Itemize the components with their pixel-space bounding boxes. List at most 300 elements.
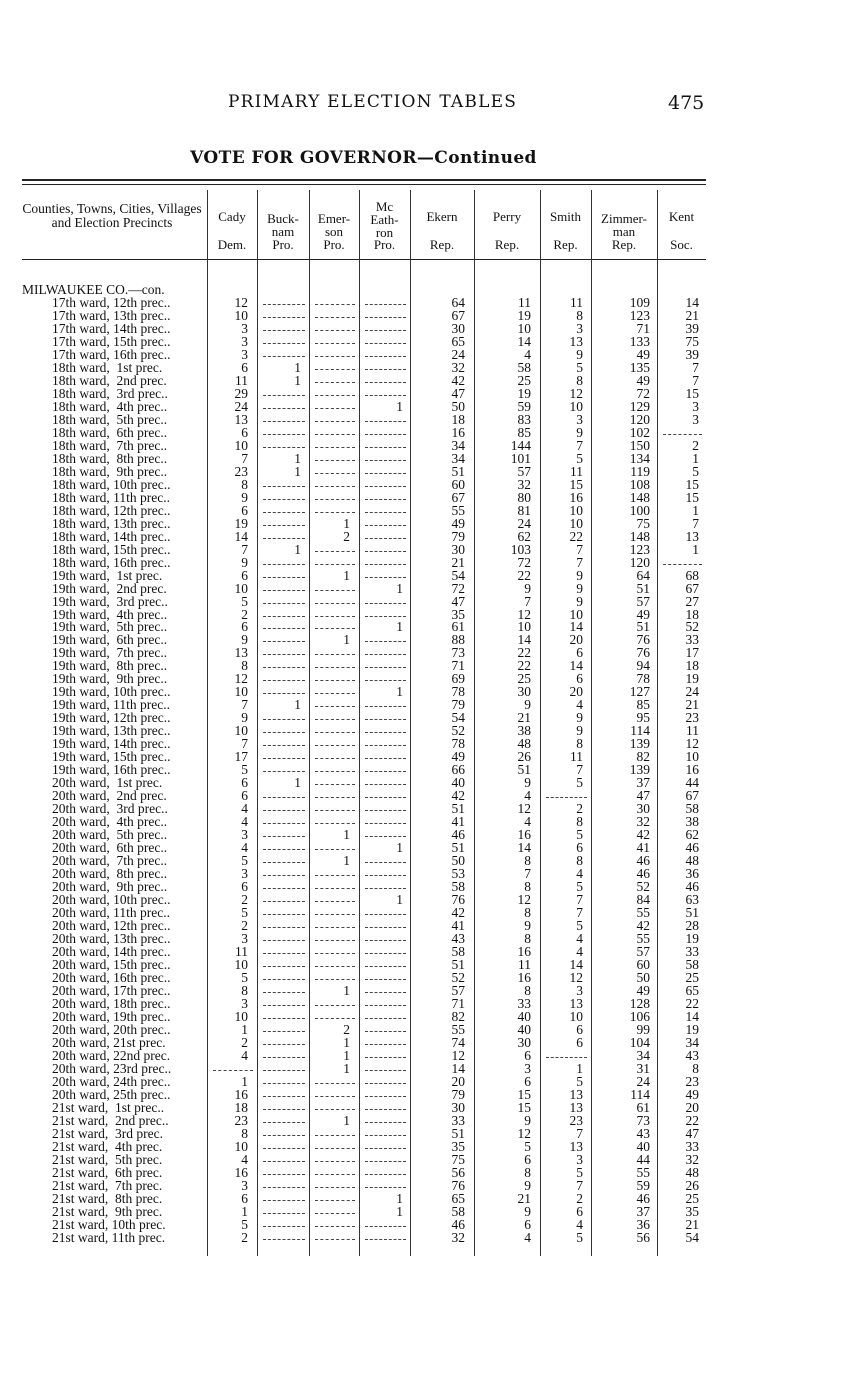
- empty-cell-dash: [263, 504, 305, 513]
- row-label: 17th ward, 15th prec..: [52, 333, 171, 349]
- cell-cady: 23: [234, 1112, 248, 1128]
- cell-ekern: 52: [451, 969, 465, 985]
- row-label: 19th ward, 16th prec..: [52, 762, 171, 778]
- empty-cell-dash: [315, 1218, 355, 1227]
- row-label: 20th ward, 3rd prec..: [52, 801, 168, 817]
- empty-cell-dash: [263, 971, 305, 980]
- column-header-name: Perry: [492, 209, 522, 224]
- cell-perry: 16: [517, 969, 531, 985]
- empty-cell-dash: [365, 737, 406, 746]
- cell-zimmer-man: 148: [629, 528, 650, 544]
- row-label: 20th ward, 12th prec..: [52, 918, 171, 934]
- empty-cell-dash: [365, 1140, 406, 1149]
- cell-kent: 21: [685, 307, 699, 323]
- row-label: 20th ward, 14th prec..: [52, 943, 171, 959]
- cell-cady: 3: [241, 995, 248, 1011]
- cell-ekern: 54: [451, 710, 465, 726]
- row-label: 20th ward, 25th prec..: [52, 1086, 171, 1102]
- cell-cady: 3: [241, 1177, 248, 1193]
- table-row: [0, 426, 859, 439]
- empty-cell-dash: [315, 1075, 355, 1084]
- cell-ekern: 34: [451, 450, 465, 466]
- cell-cady: 7: [241, 697, 248, 713]
- cell-cady: 10: [234, 307, 248, 323]
- cell-kent: 54: [685, 1229, 699, 1245]
- cell-ekern: 49: [451, 749, 465, 765]
- empty-cell-dash: [365, 633, 406, 642]
- cell-cady: 2: [241, 1229, 248, 1245]
- table-row: [0, 971, 859, 984]
- empty-cell-dash: [263, 582, 305, 591]
- table-row: [0, 582, 859, 595]
- cell-perry: 14: [517, 632, 531, 648]
- cell-ekern: 78: [451, 736, 465, 752]
- cell-ekern: 58: [451, 879, 465, 895]
- cell-ekern: 42: [451, 372, 465, 388]
- cell-perry: 25: [517, 671, 531, 687]
- cell-smith: 9: [576, 424, 583, 440]
- cell-ekern: 58: [451, 943, 465, 959]
- cell-emer-son: 1: [343, 632, 350, 648]
- cell-cady: 6: [241, 619, 248, 635]
- cell-zimmer-man: 94: [636, 658, 650, 674]
- row-label: 20th ward, 6th prec..: [52, 840, 168, 856]
- cell-smith: 7: [576, 1125, 583, 1141]
- empty-cell-dash: [263, 1036, 305, 1045]
- table-row: [0, 322, 859, 335]
- cell-kent: 34: [685, 1034, 699, 1050]
- cell-cady: 8: [241, 982, 248, 998]
- empty-cell-dash: [263, 724, 305, 733]
- cell-smith: 11: [570, 294, 583, 310]
- cell-kent: 13: [685, 528, 699, 544]
- cell-cady: 1: [241, 1203, 248, 1219]
- cell-smith: 13: [569, 995, 583, 1011]
- cell-emer-son: 1: [343, 1047, 350, 1063]
- row-label: 20th ward, 18th prec..: [52, 995, 171, 1011]
- cell-kent: 14: [685, 294, 699, 310]
- cell-zimmer-man: 120: [629, 411, 650, 427]
- cell-zimmer-man: 49: [636, 982, 650, 998]
- cell-zimmer-man: 57: [636, 593, 650, 609]
- cell-smith: 7: [576, 1177, 583, 1193]
- cell-smith: 5: [576, 775, 583, 791]
- cell-kent: 23: [685, 710, 699, 726]
- cell-perry: 58: [517, 359, 531, 375]
- cell-perry: 4: [524, 346, 531, 362]
- empty-cell-dash: [213, 1062, 253, 1071]
- cell-zimmer-man: 114: [630, 723, 650, 739]
- cell-kent: 68: [685, 567, 699, 583]
- row-label: 20th ward, 2nd prec.: [52, 788, 167, 804]
- empty-cell-dash: [365, 984, 406, 993]
- empty-cell-dash: [365, 945, 406, 954]
- empty-cell-dash: [365, 1049, 406, 1058]
- empty-cell-dash: [365, 1023, 406, 1032]
- table-row: [0, 1192, 859, 1205]
- cell-smith: 8: [576, 853, 583, 869]
- empty-cell-dash: [365, 1231, 406, 1240]
- column-header-name: Buck- nam: [267, 211, 299, 239]
- column-header-party: Pro.: [373, 237, 396, 252]
- empty-cell-dash: [315, 582, 355, 591]
- table-row: [0, 335, 859, 348]
- cell-perry: 7: [524, 866, 531, 882]
- cell-emer-son: 1: [343, 853, 350, 869]
- cell-ekern: 75: [451, 1151, 465, 1167]
- cell-perry: 9: [524, 580, 531, 596]
- cell-kent: 58: [685, 956, 699, 972]
- empty-cell-dash: [365, 335, 406, 344]
- cell-zimmer-man: 148: [629, 489, 650, 505]
- cell-ekern: 79: [451, 528, 465, 544]
- cell-zimmer-man: 60: [636, 956, 650, 972]
- cell-zimmer-man: 55: [636, 931, 650, 946]
- cell-cady: 8: [241, 476, 248, 492]
- cell-cady: 2: [241, 606, 248, 622]
- cell-smith: 3: [576, 982, 583, 998]
- cell-cady: 3: [241, 333, 248, 349]
- empty-cell-dash: [315, 867, 355, 876]
- empty-cell-dash: [263, 763, 305, 772]
- cell-perry: 19: [517, 385, 531, 401]
- table-row: [0, 452, 859, 465]
- empty-cell-dash: [365, 776, 406, 785]
- cell-perry: 9: [524, 1203, 531, 1219]
- empty-cell-dash: [365, 1036, 406, 1045]
- empty-cell-dash: [263, 608, 305, 617]
- cell-kent: 25: [685, 969, 699, 985]
- cell-cady: 5: [241, 905, 248, 921]
- empty-cell-dash: [315, 711, 355, 720]
- row-label: 18th ward, 5th prec..: [52, 411, 168, 427]
- cell-cady: 7: [241, 541, 248, 557]
- cell-emer-son: 1: [343, 1034, 350, 1050]
- table-row: [0, 1179, 859, 1192]
- cell-perry: 57: [517, 463, 531, 479]
- empty-cell-dash: [263, 1114, 305, 1123]
- cell-cady: 3: [241, 320, 248, 336]
- cell-zimmer-man: 76: [636, 645, 650, 661]
- cell-kent: 1: [692, 502, 699, 518]
- empty-cell-dash: [546, 789, 587, 798]
- empty-cell-dash: [315, 400, 355, 409]
- cell-zimmer-man: 46: [636, 853, 650, 869]
- table-row: [0, 1023, 859, 1036]
- cell-emer-son: 1: [343, 515, 350, 531]
- cell-ekern: 55: [451, 1021, 465, 1037]
- cell-cady: 16: [234, 1164, 248, 1180]
- cell-kent: 3: [692, 398, 699, 414]
- cell-zimmer-man: 134: [629, 450, 650, 466]
- empty-cell-dash: [263, 309, 305, 318]
- cell-kent: 19: [685, 1021, 699, 1037]
- cell-ekern: 74: [451, 1034, 465, 1050]
- county-label: MILWAUKEE CO.—con.: [22, 282, 165, 297]
- column-header-party: Dem.: [217, 237, 247, 252]
- empty-cell-dash: [315, 1192, 355, 1201]
- cell-cady: 12: [234, 671, 248, 687]
- row-label: 19th ward, 1st prec.: [52, 567, 163, 583]
- cell-buck-nam: 1: [294, 372, 301, 388]
- cell-smith: 13: [569, 1086, 583, 1102]
- cell-ekern: 49: [451, 515, 465, 531]
- cell-cady: 9: [241, 554, 248, 570]
- cell-cady: 14: [234, 528, 248, 544]
- cell-kent: 52: [685, 619, 699, 635]
- cell-kent: 47: [685, 1125, 699, 1141]
- cell-zimmer-man: 49: [636, 346, 650, 362]
- cell-zimmer-man: 49: [636, 372, 650, 388]
- column-header-name: Zimmer- man: [601, 211, 647, 239]
- column-header-name: Emer- son: [317, 211, 351, 239]
- cell-mc-eath-ron: 1: [396, 1203, 403, 1219]
- empty-cell-dash: [315, 685, 355, 694]
- table-row: [0, 465, 859, 478]
- cell-cady: 6: [241, 788, 248, 804]
- cell-perry: 103: [510, 541, 531, 557]
- empty-cell-dash: [263, 387, 305, 396]
- cell-smith: 6: [576, 645, 583, 661]
- cell-perry: 40: [517, 1008, 531, 1024]
- row-label: 17th ward, 13th prec..: [52, 307, 171, 323]
- table-row: [0, 478, 859, 491]
- cell-ekern: 42: [451, 788, 465, 804]
- empty-cell-dash: [365, 452, 406, 461]
- empty-cell-dash: [315, 491, 355, 500]
- table-row: [0, 958, 859, 971]
- cell-kent: 10: [685, 749, 699, 765]
- cell-ekern: 54: [451, 567, 465, 583]
- empty-cell-dash: [365, 1062, 406, 1071]
- empty-cell-dash: [263, 685, 305, 694]
- empty-cell-dash: [315, 348, 355, 357]
- row-label: 20th ward, 19th prec..: [52, 1008, 171, 1024]
- empty-cell-dash: [315, 1088, 355, 1097]
- empty-cell-dash: [365, 867, 406, 876]
- cell-smith: 6: [576, 1203, 583, 1219]
- empty-cell-dash: [365, 659, 406, 668]
- table-row: [0, 1075, 859, 1088]
- empty-cell-dash: [263, 646, 305, 655]
- cell-kent: 22: [685, 1112, 699, 1128]
- table-row: [0, 400, 859, 413]
- empty-cell-dash: [263, 1101, 305, 1110]
- cell-kent: 11: [686, 723, 699, 739]
- cell-ekern: 51: [451, 463, 465, 479]
- cell-perry: 85: [517, 424, 531, 440]
- table-row: [0, 1036, 859, 1049]
- empty-cell-dash: [263, 750, 305, 759]
- cell-zimmer-man: 37: [636, 775, 650, 791]
- empty-cell-dash: [315, 776, 355, 785]
- cell-zimmer-man: 129: [629, 398, 650, 414]
- cell-zimmer-man: 55: [636, 905, 650, 921]
- cell-perry: 8: [524, 905, 531, 921]
- empty-cell-dash: [315, 595, 355, 604]
- row-label: 18th ward, 7th prec..: [52, 437, 168, 453]
- empty-cell-dash: [546, 1049, 587, 1058]
- cell-ekern: 67: [451, 489, 465, 505]
- cell-smith: 5: [576, 450, 583, 466]
- row-label: 19th ward, 10th prec..: [52, 684, 171, 700]
- cell-kent: 28: [685, 918, 699, 934]
- cell-kent: 27: [685, 593, 699, 609]
- cell-perry: 7: [524, 593, 531, 609]
- empty-cell-dash: [315, 893, 355, 902]
- cell-zimmer-man: 46: [636, 866, 650, 882]
- empty-cell-dash: [365, 1153, 406, 1162]
- table-row: [0, 556, 859, 569]
- cell-cady: 2: [241, 892, 248, 908]
- cell-perry: 59: [517, 398, 531, 414]
- cell-ekern: 41: [451, 814, 465, 830]
- empty-cell-dash: [263, 1205, 305, 1214]
- table-row: [0, 517, 859, 530]
- cell-smith: 5: [576, 1164, 583, 1180]
- cell-ekern: 71: [451, 995, 465, 1011]
- table-row: [0, 595, 859, 608]
- cell-kent: 2: [692, 437, 699, 453]
- cell-perry: 32: [517, 476, 531, 492]
- empty-cell-dash: [365, 322, 406, 331]
- cell-cady: 10: [234, 437, 248, 453]
- row-label: 19th ward, 7th prec..: [52, 645, 168, 661]
- cell-zimmer-man: 41: [636, 840, 650, 856]
- cell-ekern: 12: [451, 1047, 465, 1063]
- cell-perry: 48: [517, 736, 531, 752]
- cell-perry: 9: [524, 1177, 531, 1193]
- cell-zimmer-man: 73: [636, 1112, 650, 1128]
- cell-perry: 26: [517, 749, 531, 765]
- empty-cell-dash: [263, 1218, 305, 1227]
- cell-kent: 67: [685, 580, 699, 596]
- empty-cell-dash: [263, 1010, 305, 1019]
- empty-cell-dash: [263, 478, 305, 487]
- empty-cell-dash: [365, 919, 406, 928]
- empty-cell-dash: [365, 932, 406, 941]
- cell-kent: 1: [692, 450, 699, 466]
- page-number: 475: [668, 92, 705, 114]
- row-label: 19th ward, 15th prec..: [52, 749, 171, 765]
- cell-cady: 18: [234, 1099, 248, 1115]
- cell-ekern: 51: [451, 840, 465, 856]
- empty-cell-dash: [315, 608, 355, 617]
- cell-ekern: 51: [451, 1125, 465, 1141]
- empty-cell-dash: [365, 348, 406, 357]
- cell-zimmer-man: 85: [636, 697, 650, 713]
- cell-zimmer-man: 82: [636, 749, 650, 765]
- cell-cady: 5: [241, 1216, 248, 1232]
- cell-ekern: 40: [451, 775, 465, 791]
- cell-perry: 22: [517, 658, 531, 674]
- row-label: 19th ward, 5th prec..: [52, 619, 168, 635]
- empty-cell-dash: [263, 789, 305, 798]
- cell-kent: 33: [685, 1138, 699, 1154]
- empty-cell-dash: [315, 309, 355, 318]
- empty-cell-dash: [365, 1218, 406, 1227]
- cell-smith: 7: [576, 905, 583, 921]
- cell-zimmer-man: 95: [636, 710, 650, 726]
- cell-kent: 18: [685, 606, 699, 622]
- table-row: [0, 543, 859, 556]
- cell-perry: 16: [517, 943, 531, 959]
- cell-kent: 65: [685, 982, 699, 998]
- empty-cell-dash: [263, 880, 305, 889]
- cell-smith: 1: [576, 1060, 583, 1076]
- cell-perry: 24: [517, 515, 531, 531]
- cell-kent: 5: [692, 463, 699, 479]
- cell-smith: 9: [576, 580, 583, 596]
- cell-cady: 17: [234, 749, 248, 765]
- cell-cady: 7: [241, 450, 248, 466]
- table-row: [0, 361, 859, 374]
- cell-smith: 5: [576, 1073, 583, 1089]
- cell-zimmer-man: 119: [630, 463, 650, 479]
- cell-perry: 9: [524, 1112, 531, 1128]
- cell-kent: 49: [685, 1086, 699, 1102]
- cell-smith: 9: [576, 593, 583, 609]
- table-row: [0, 413, 859, 426]
- cell-zimmer-man: 72: [636, 385, 650, 401]
- cell-perry: 4: [524, 1229, 531, 1245]
- table-row: [0, 1088, 859, 1101]
- row-label: 19th ward, 9th prec..: [52, 671, 168, 687]
- cell-ekern: 35: [451, 1138, 465, 1154]
- cell-cady: 5: [241, 762, 248, 778]
- empty-cell-dash: [365, 1114, 406, 1123]
- cell-zimmer-man: 100: [629, 502, 650, 518]
- empty-cell-dash: [263, 322, 305, 331]
- empty-cell-dash: [315, 737, 355, 746]
- cell-kent: 20: [685, 1099, 699, 1115]
- cell-perry: 11: [518, 294, 531, 310]
- cell-smith: 4: [576, 866, 583, 882]
- cell-perry: 21: [517, 1190, 531, 1206]
- row-label: 18th ward, 16th prec..: [52, 554, 171, 570]
- cell-perry: 12: [517, 1125, 531, 1141]
- row-label: 19th ward, 12th prec..: [52, 710, 171, 726]
- empty-cell-dash: [315, 945, 355, 954]
- cell-ekern: 79: [451, 1086, 465, 1102]
- cell-ekern: 32: [451, 359, 465, 375]
- cell-cady: 7: [241, 736, 248, 752]
- cell-ekern: 16: [451, 424, 465, 440]
- empty-cell-dash: [315, 841, 355, 850]
- empty-cell-dash: [263, 815, 305, 824]
- empty-cell-dash: [315, 439, 355, 448]
- cell-zimmer-man: 102: [629, 424, 650, 440]
- cell-ekern: 67: [451, 307, 465, 323]
- empty-cell-dash: [315, 426, 355, 435]
- table-row: [0, 1127, 859, 1140]
- cell-smith: 10: [569, 606, 583, 622]
- cell-ekern: 66: [451, 762, 465, 778]
- cell-kent: 7: [692, 515, 699, 531]
- cell-mc-eath-ron: 1: [396, 1190, 403, 1206]
- table-row: [0, 1010, 859, 1023]
- cell-cady: 5: [241, 593, 248, 609]
- cell-cady: 8: [241, 1125, 248, 1141]
- empty-cell-dash: [263, 335, 305, 344]
- empty-cell-dash: [315, 335, 355, 344]
- cell-kent: 33: [685, 943, 699, 959]
- cell-ekern: 21: [451, 554, 465, 570]
- cell-perry: 101: [510, 450, 531, 466]
- empty-cell-dash: [263, 997, 305, 1006]
- cell-kent: 36: [685, 866, 699, 882]
- empty-cell-dash: [365, 815, 406, 824]
